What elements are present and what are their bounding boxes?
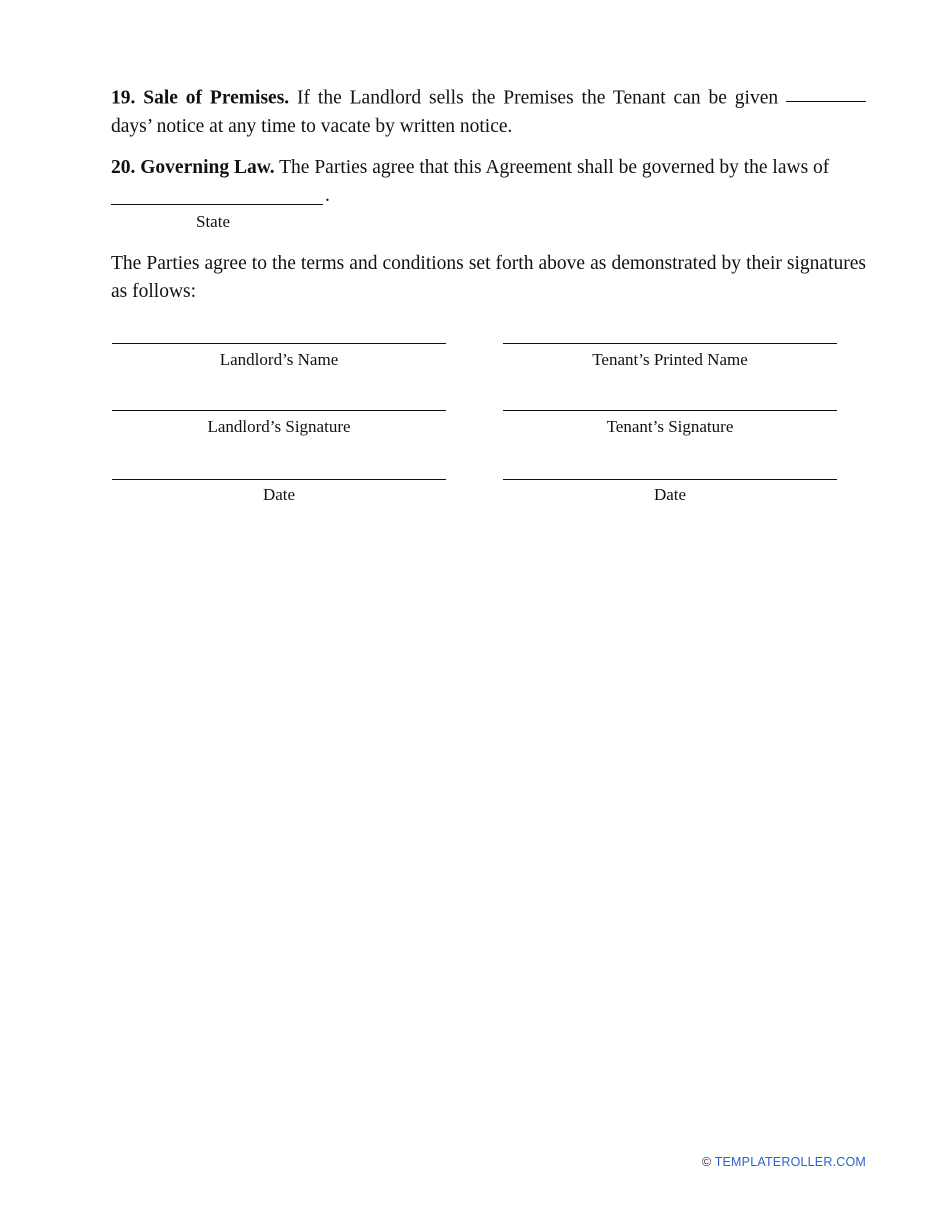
section-19-sale-of-premises <box>111 83 866 141</box>
copyright-symbol: © <box>701 1155 712 1169</box>
tenant-printed-name-line[interactable] <box>503 343 837 344</box>
tenant-signature-caption: Tenant’s Signature <box>606 417 734 436</box>
footer-credit <box>702 1155 866 1169</box>
section-19-heading: 19. Sale of Premises. <box>111 87 290 109</box>
landlord-name-line[interactable] <box>112 343 446 344</box>
section-19-text-end: days’ notice at any time to vacate by written notice. <box>111 115 513 137</box>
landlord-name-caption: Landlord’s Name <box>219 350 339 369</box>
state-blank-line[interactable] <box>111 204 323 205</box>
state-line-period: . <box>325 185 330 206</box>
agreement-statement: The Parties agree to the terms and conditions set forth above as demonstrated by their signatures as follows: <box>111 253 866 302</box>
section-20-text: The Parties agree that this Agreement shall be governed by the laws of <box>274 157 830 178</box>
tenant-date-line[interactable] <box>503 479 837 480</box>
tenant-printed-name-caption: Tenant’s Printed Name <box>592 350 748 369</box>
landlord-date-caption: Date <box>262 485 296 504</box>
tenant-date-caption: Date <box>653 485 687 504</box>
landlord-date-line[interactable] <box>112 479 446 480</box>
tenant-signature-line[interactable] <box>503 410 837 411</box>
section-20-heading: 20. Governing Law. <box>111 157 275 178</box>
section-19-text-start: If the Landlord sells the Premises the Tenant can be given <box>289 87 786 109</box>
landlord-signature-line[interactable] <box>112 410 446 411</box>
landlord-signature-caption: Landlord’s Signature <box>207 417 351 436</box>
notice-days-blank[interactable] <box>786 81 866 102</box>
templateroller-link[interactable]: TEMPLATEROLLER.COM <box>714 1155 866 1169</box>
section-20-governing-law <box>111 154 866 182</box>
state-field[interactable] <box>111 186 341 206</box>
state-caption: State <box>196 212 230 231</box>
